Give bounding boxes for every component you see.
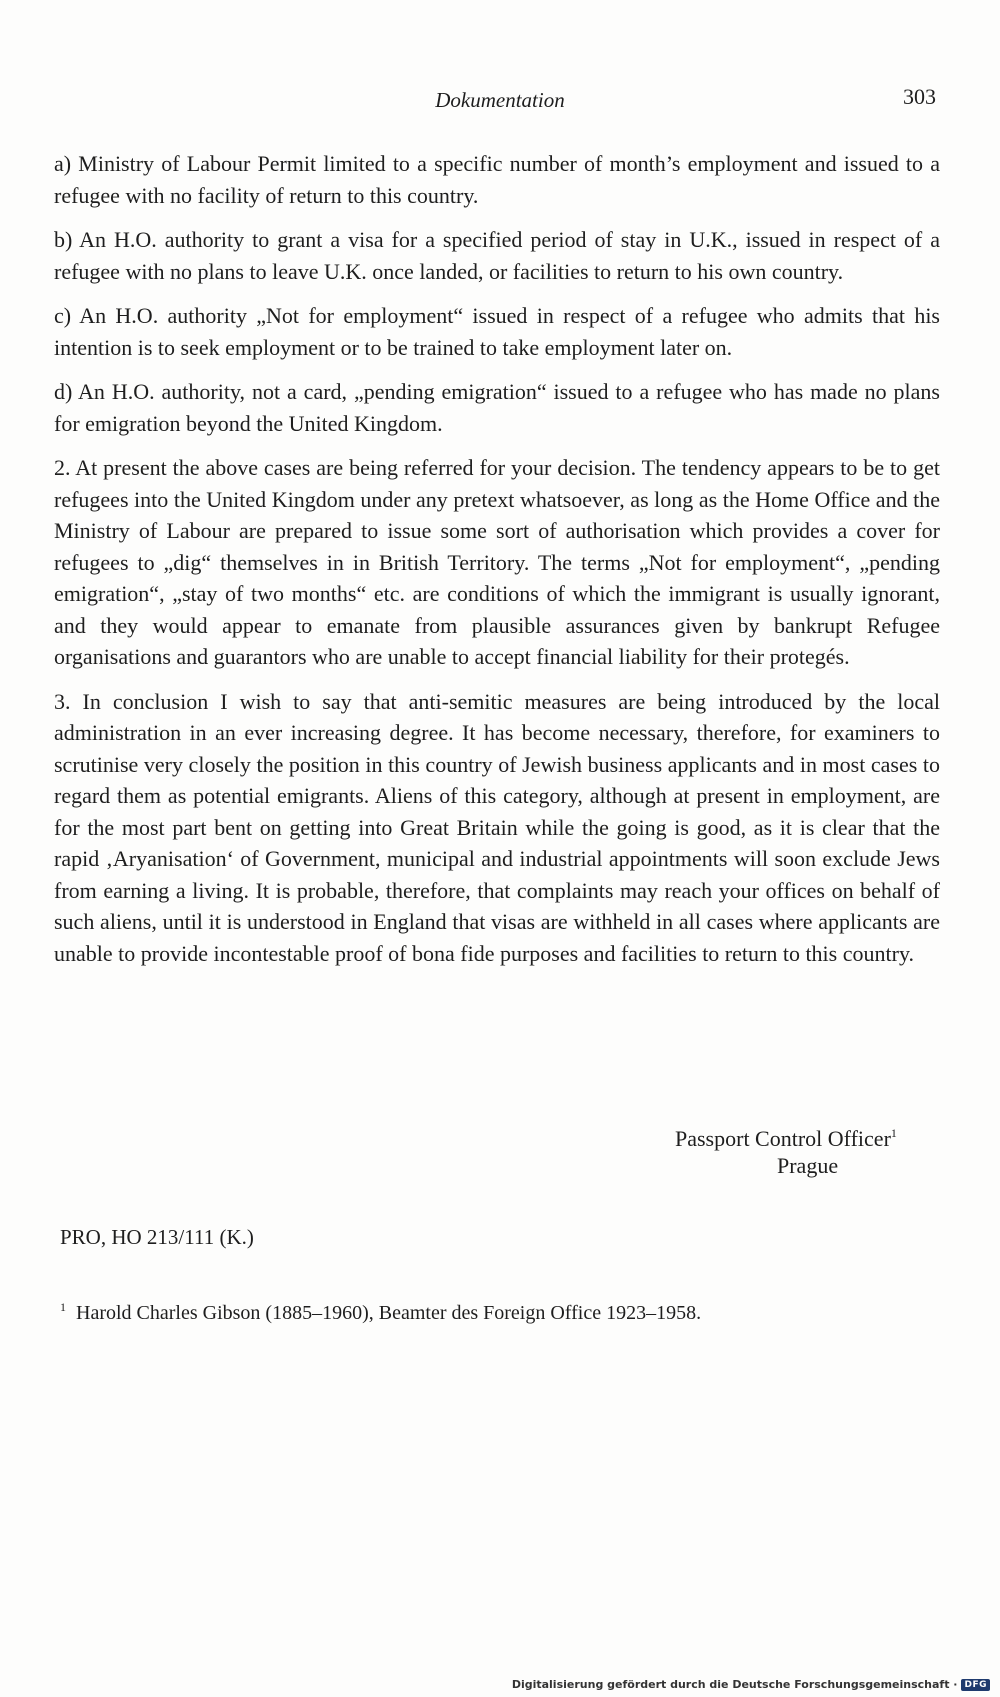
footnote	[60, 1300, 701, 1325]
dfg-logo-icon: DFG	[961, 1679, 990, 1691]
running-title: Dokumentation	[435, 88, 565, 112]
paragraph-c: c) An H.O. authority „Not for employment“ issued in respect of a refugee who admits that his intention is to seek employment or to be trained to take employment later on.	[54, 303, 940, 360]
digitization-text: Digitalisierung gefördert durch die Deutsche Forschungsgemeinschaft ·	[511, 1678, 958, 1691]
page-number: 303	[903, 84, 936, 109]
signature-title-line	[675, 1118, 897, 1154]
paragraph-2: 2. At present the above cases are being referred for your decision. The tendency appears to be to get refugees into the United Kingdom under any pretext whatsoever, as long as the Home Office and the Ministry of Labour are prepared to issue some sort of authorisation which provides a cover for refugees to „dig“ themselves in in British Territory. The terms „Not for employment“, „pending emigration“, „stay of two months“ etc. are conditions of which the immigrant is usually ignorant, and they would appear to emanate from plausible assurances given by bankrupt Refugee organisations and guarantors who are unable to accept financial liability for their protegés.	[54, 455, 940, 669]
paragraph-b: b) An H.O. authority to grant a visa for a specified period of stay in U.K., issued in respect of a refugee with no plans to leave U.K. once landed, or facilities to return to his own country.	[54, 227, 940, 284]
footnote-text: Harold Charles Gibson (1885–1960), Beamter des Foreign Office 1923–1958.	[76, 1302, 702, 1324]
paragraph-a: a) Ministry of Labour Permit limited to a specific number of month’s employment and issued to a refugee with no facility of return to this country.	[54, 151, 940, 208]
signature-title: Passport Control Officer	[675, 1126, 891, 1151]
footnote-reference: 1	[890, 1126, 897, 1140]
signature-place: Prague	[777, 1153, 839, 1178]
body-text	[54, 148, 940, 982]
paragraph-3: 3. In conclusion I wish to say that anti-semitic measures are being introduced by the local administration in an ever increasing degree. It has become necessary, therefore, for examiners to scrutinise very closely the position in this country of Jewish business applicants and in most cases to regard them as potential emigrants. Aliens of this category, although at present in employment, are for the most part bent on getting into Great Britain while the going is good, as it is clear that the rapid ‚Aryanisation‘ of Government, municipal and industrial appointments will soon exclude Jews from earning a living. It is probable, therefore, that complaints may reach your offices on behalf of such aliens, until it is understood in England that visas are withheld in all cases where applicants are unable to provide incontestable proof of bona fide purposes and facilities to return to this country.	[54, 688, 940, 966]
page-header	[0, 84, 1000, 124]
paragraph-d: d) An H.O. authority, not a card, „pending emigration“ issued to a refugee who has made no plans for emigration beyond the United Kingdom.	[54, 379, 940, 436]
source-reference: PRO, HO 213/111 (K.)	[60, 1225, 254, 1249]
footnote-mark: 1	[60, 1300, 66, 1314]
digitization-note	[512, 1678, 990, 1691]
